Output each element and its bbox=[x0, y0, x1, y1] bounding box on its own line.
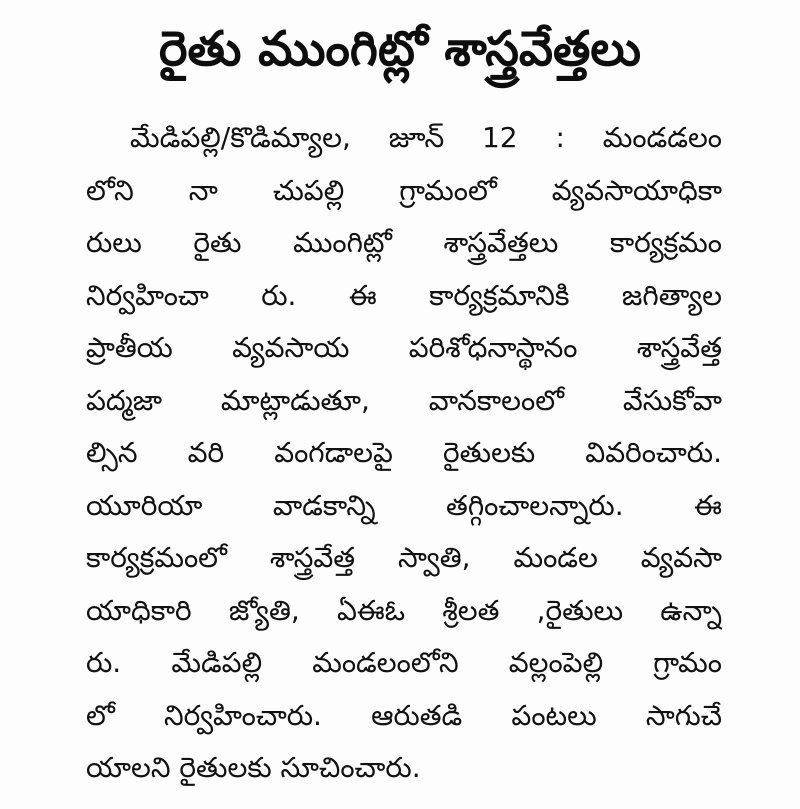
article-line: మేడిపల్లి/కొడిమ్యాల, జూన్ 12 : మండడలం bbox=[130, 121, 722, 154]
article-line: నిర్వహించా రు. ఈ కార్యక్రమానికి జగిత్యాల bbox=[86, 278, 722, 312]
article-line: యాలని రైతులకు సూచించారు. bbox=[86, 751, 421, 784]
article-line: రులు రైతు ముంగిట్లో శాస్త్రవేత్తలు కార్యక్రమం bbox=[86, 226, 722, 259]
article-line: ల్సిన వరి వంగడాలపై రైతులకు వివరించారు. bbox=[86, 436, 722, 469]
article-line: యాధికారి జ్యోతి, ఏఈఓ శ్రీలత ,రైతులు ఉన్నా bbox=[86, 593, 722, 627]
article-line: కార్యక్రమంలో శాస్త్రవేత్త స్వాతి, మండల వ్యవసా bbox=[86, 541, 722, 574]
article-line: లో నిర్వహించారు. ఆరుతడి పంటలు సాగుచే bbox=[86, 698, 722, 732]
article-line: లోని నా చుపల్లి గ్రామంలో వ్యవసాయాధికా bbox=[86, 173, 722, 207]
article-line: ప్రాతీయ వ్యవసాయ పరిశోధనాస్థానం శాస్త్రవేత్త bbox=[86, 331, 722, 364]
article-line: రు. మేడిపల్లి మండలంలోని వల్లంపెల్లి గ్రామం bbox=[86, 646, 722, 679]
article-body bbox=[86, 112, 722, 795]
article-line: యూరియా వాడకాన్ని తగ్గించాలన్నారు. ఈ bbox=[86, 488, 722, 522]
headline: రైతు ముంగిట్లో శాస్త్రవేత్తలు bbox=[158, 21, 642, 77]
article-line: పద్మజా మాట్లాడుతూ, వానకాలంలో వేసుకోవా bbox=[86, 383, 722, 417]
